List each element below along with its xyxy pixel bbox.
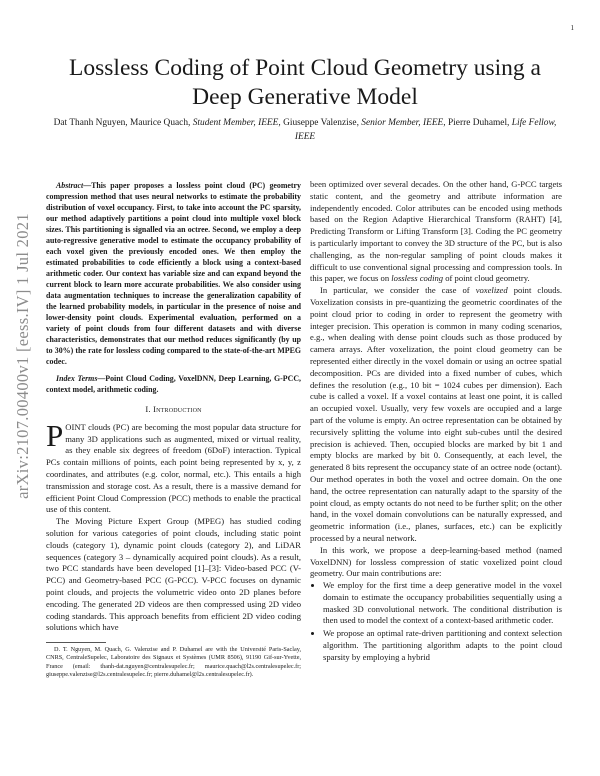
- contribution-item: • We employ for the first time a deep generative model in the voxel domain to estimate the occupancy probabilities sequentially using a masked 3D convolutional network. The conditional distribution is then used to model the context of a context-based arithmetic coder.: [323, 580, 562, 627]
- right-paragraph-1-end: of point cloud geometry.: [443, 273, 530, 284]
- index-terms: [46, 373, 301, 395]
- index-terms-text: —Point Cloud Coding, VoxelDNN, Deep Learning, G-PCC, context model, arithmetic coding.: [46, 374, 301, 394]
- contribution-item: • We propose an optimal rate-driven partitioning and context selection algorithm. The partitioning algorithm adapts to the point cloud sparsity by employing a hybrid: [323, 628, 562, 663]
- drop-cap-letter: P: [46, 417, 64, 453]
- arxiv-identifier-text: arXiv:2107.00400v1 [eess.IV] 1 Jul 2021: [13, 213, 32, 499]
- intro-paragraph-1-text: OINT clouds (PC) are becoming the most popular data structure for many 3D applications such as augmented, mixed or virtual reality, as they enable six degrees of freedom (6DoF) interaction. Typical PCs contain millions of points, each point being represented by x, y, z coordinates, and attributes (e.g. color, normal, etc.). This entails a high transmission and storage cost. As a result, there is a massive demand for efficient Point Cloud Compression (PCC) methods to enable the practical use of this content.: [46, 421, 301, 515]
- right-paragraph-2: [310, 285, 562, 545]
- abstract-text: —This paper proposes a lossless point cloud (PC) geometry compression method that uses neural networks to estimate the probability distribution of voxel occupancy. First, to take into account the PC sparsity, our method adaptively partitions a point cloud into multiple voxel block sizes. This partitioning is signalled via an octree. Second, we employ a deep auto-regressive generative model to estimate the occupancy probability of each voxel given the previously encoded ones. We then employ the estimated probabilities to code efficiently a block using a context-based arithmetic coder. Our context has variable size and can expand beyond the current block to learn more accurate probabilities. We also consider using data augmentation techniques to increase the generalization capability of the learned probability models, in particular in the presence of noise and lower-density point clouds. Experimental evaluation, performed on a variety of point clouds from four different datasets and with diverse characteristics, demonstrates that our method reduces significantly (by up to 30%) the rate for lossless coding compared to the state-of-the-art MPEG codec.: [46, 181, 301, 366]
- author-list: [50, 116, 560, 144]
- right-column: [310, 179, 562, 665]
- lossless-coding-emphasis: lossless coding: [391, 273, 444, 284]
- footnote-rule: [46, 642, 106, 643]
- left-column: [46, 180, 301, 679]
- section-title: Introduction: [153, 404, 202, 414]
- author-names-2: , Giuseppe Valenzise,: [278, 118, 362, 128]
- voxelized-emphasis: voxelized: [475, 285, 508, 296]
- contributions-list: [310, 580, 562, 664]
- paper-title: Lossless Coding of Point Cloud Geometry using a Deep Generative Model: [69, 55, 541, 110]
- intro-paragraph-2: The Moving Picture Expert Group (MPEG) has studied coding solution for various categories of point clouds, including static point clouds (category 1), dynamic point clouds (category 2), and LiDAR sequences (category 3 – dynamically acquired point clouds). As a result, two PCC standards have been developed [1]–[3]: Video-based PCC (V-PCC) and Geometry-based PCC (G-PCC). V-PCC focuses on dynamic point clouds, and projects the volumetric video onto 2D planes before encoding. The generated 2D videos are then compressed using 2D video coding standards. This approach benefits from efficient 2D video coding solutions which have: [46, 516, 301, 633]
- right-paragraph-1-text: been optimized over several decades. On the other hand, G-PCC targets static content, and the geometry and attribute information are independently encoded. Color attributes can be encoded using methods based on the Region Adaptive Hierarchical Transform (RAHT) [4], Predicting Transform or Lifting Transform [3]. Coding the PC geometry is particularly important to convey the 3D structure of the PC, but is also challenging, as the non-regular sampling of point clouds makes it difficult to use conventional signal processing and compression tools. In this paper, we focus on: [310, 179, 562, 284]
- arxiv-identifier: [8, 146, 38, 566]
- page-number: 1: [570, 24, 574, 32]
- author-affiliation-footnote: D. T. Nguyen, M. Quach, G. Valenzise and P. Duhamel are with the Université Paris-Saclay, CNRS, CentraleSupelec, Laboratoire des Signaux et Systèmes (UMR 8506), 91190 Gif-sur-Yvette, France (email: thanh-dat.nguyen@centralesupelec.fr; maurice.quach@l2s.centralesupelec.fr; giuseppe.valenzise@l2s.centralesupelec.fr; pierre.duhamel@l2s.centralesupelec.fr).: [46, 646, 301, 679]
- right-paragraph-2-rest: point clouds. Voxelization consists in pre-quantizing the geometric coordinates of the point cloud prior to coding in order to represent the geometry with integer precision. This operation is common in many coding scenarios, e.g., when dealing with dense point clouds such as those produced by camera arrays. After voxelization, the point cloud geometry can be represented either directly in the voxel domain or using an octree spatial decomposition. PCs are divided into a fixed number of cubes, which defines the resolution (e.g., 10 bit = 1024 cubes per dimension). Each cube is called a voxel. If a voxel contains at least one point, it is called an occupied voxel. Usually, very few voxels are occupied and a large part of the volume is empty. An octree representation can be obtained by recursively splitting the volume into eight sub-cubes until the desired precision is achieved. Then, occupied blocks are marked by bit 1 and empty blocks are marked by bit 0. Consequently, at each level, the generated 8 bits represent the occupancy state of an octree node (octant). Our method operates in both the voxel and octree domain. On the one hand, the octree representation can naturally adapt to the sparsity of the point cloud, as empty octants do not need to be further split; on the other hand, in the voxel domain convolutions can be naturally expressed, and geometric information (i.e., planes, surfaces, etc.) can be explicitly processed by a neural network.: [310, 285, 562, 543]
- author-names-3: , Pierre Duhamel,: [443, 118, 512, 128]
- right-paragraph-2-start: In particular, we consider the case of: [320, 285, 476, 296]
- author-role-3: Life Fellow, IEEE: [294, 118, 557, 142]
- right-paragraph-1: [310, 179, 562, 285]
- index-terms-label: Index Terms: [56, 374, 98, 383]
- author-role-1: Student Member, IEEE: [192, 118, 279, 128]
- section-heading-introduction: [46, 404, 301, 416]
- abstract: [46, 180, 301, 367]
- author-role-2: Senior Member, IEEE: [361, 118, 444, 128]
- right-paragraph-3: In this work, we propose a deep-learning-based method (named VoxelDNN) for lossless compression of static voxelized point cloud geometry. Our main contributions are:: [310, 544, 562, 579]
- intro-paragraph-1: [46, 417, 301, 516]
- author-names-1: Dat Thanh Nguyen, Maurice Quach,: [53, 118, 193, 128]
- section-number: I.: [145, 404, 154, 414]
- abstract-label: Abstract: [56, 181, 84, 190]
